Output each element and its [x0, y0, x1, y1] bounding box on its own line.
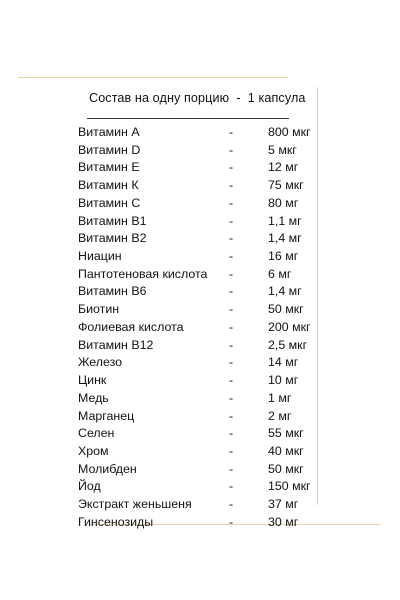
table-row	[78, 390, 318, 408]
ingredient-name: Витамин D	[78, 142, 141, 157]
ingredient-amount: 37 мг	[268, 497, 299, 512]
ingredient-name: Гинсенозиды	[78, 514, 154, 529]
ingredient-amount: 75 мкг	[268, 178, 304, 193]
ingredient-name: Экстракт женьшеня	[78, 497, 192, 512]
ingredient-amount: 50 мкг	[268, 302, 304, 317]
ingredient-name: Витамин A	[78, 125, 140, 139]
ingredient-amount: 1,4 мг	[268, 231, 302, 246]
ingredient-amount: 14 мг	[268, 355, 299, 370]
table-row	[78, 301, 318, 319]
ingredient-amount: 2,5 мкг	[268, 337, 308, 352]
title-underline	[87, 118, 289, 119]
table-row	[78, 319, 318, 337]
ingredient-name: Медь	[78, 390, 109, 405]
ingredient-amount: 40 мкг	[268, 443, 304, 458]
separator-dash: -	[229, 142, 234, 157]
ingredient-amount: 50 мкг	[268, 461, 304, 476]
ingredient-name: Хром	[78, 443, 109, 458]
separator-dash: -	[229, 443, 234, 458]
table-row	[78, 124, 318, 142]
table-row	[78, 514, 318, 532]
ingredient-amount: 1,1 мг	[268, 213, 302, 228]
table-row	[78, 142, 318, 160]
separator-dash: -	[229, 195, 234, 210]
composition-title: Состав на одну порцию - 1 капсула	[89, 91, 306, 105]
separator-dash: -	[229, 249, 234, 264]
table-row	[78, 283, 318, 301]
ingredient-name: Марганец	[78, 408, 135, 423]
separator-dash: -	[229, 426, 234, 441]
table-row	[78, 496, 318, 514]
separator-dash: -	[229, 266, 234, 281]
separator-dash: -	[229, 178, 234, 193]
ingredient-amount: 6 мг	[268, 266, 292, 281]
ingredient-name: Витамин В1	[78, 213, 147, 228]
ingredient-name: Витамин В2	[78, 231, 147, 246]
ingredient-name: Пантотеновая кислота	[78, 266, 208, 281]
ingredient-amount: 2 мг	[268, 408, 292, 423]
table-row	[78, 230, 318, 248]
separator-dash: -	[229, 390, 234, 405]
separator-dash: -	[229, 337, 234, 352]
decorative-line-top	[18, 77, 288, 78]
ingredient-name: Фолиевая кислота	[78, 319, 184, 334]
table-row	[78, 408, 318, 426]
separator-dash: -	[229, 125, 234, 139]
table-row	[78, 213, 318, 231]
ingredient-name: Витамин E	[78, 160, 140, 175]
ingredient-amount: 1 мг	[268, 390, 292, 405]
separator-dash: -	[229, 408, 234, 423]
ingredient-name: Ниацин	[78, 249, 122, 264]
separator-dash: -	[229, 514, 234, 529]
ingredient-amount: 800 мкг	[268, 125, 311, 139]
ingredient-amount: 55 мкг	[268, 426, 304, 441]
separator-dash: -	[229, 461, 234, 476]
ingredient-amount: 150 мкг	[268, 479, 311, 494]
separator-dash: -	[229, 284, 234, 299]
ingredient-amount: 30 мг	[268, 514, 299, 529]
ingredient-amount: 12 мг	[268, 160, 299, 175]
table-row	[78, 195, 318, 213]
ingredient-amount: 5 мкг	[268, 142, 297, 157]
ingredient-amount: 10 мг	[268, 373, 299, 388]
table-row	[78, 337, 318, 355]
table-row	[78, 478, 318, 496]
ingredient-name: Молибден	[78, 461, 137, 476]
ingredient-name: Витамин С	[78, 195, 141, 210]
separator-dash: -	[229, 319, 234, 334]
table-row	[78, 248, 318, 266]
separator-dash: -	[229, 355, 234, 370]
ingredient-name: Биотин	[78, 302, 120, 317]
ingredient-name: Витамин К	[78, 178, 139, 193]
separator-dash: -	[229, 479, 234, 494]
ingredient-amount: 16 мг	[268, 249, 299, 264]
table-row	[78, 266, 318, 284]
table-row	[78, 461, 318, 479]
ingredient-amount: 80 мг	[268, 195, 299, 210]
table-row	[78, 159, 318, 177]
ingredient-name: Железо	[78, 355, 123, 370]
ingredient-name: Йод	[78, 479, 101, 494]
ingredient-name: Селен	[78, 426, 115, 441]
table-row	[78, 443, 318, 461]
ingredient-amount: 200 мкг	[268, 319, 311, 334]
ingredient-amount: 1,4 мг	[268, 284, 302, 299]
composition-table	[78, 124, 318, 532]
table-row	[78, 372, 318, 390]
separator-dash: -	[229, 497, 234, 512]
separator-dash: -	[229, 213, 234, 228]
table-row	[78, 177, 318, 195]
ingredient-name: Витамин В12	[78, 337, 154, 352]
table-row	[78, 425, 318, 443]
ingredient-name: Витамин В6	[78, 284, 147, 299]
separator-dash: -	[229, 160, 234, 175]
separator-dash: -	[229, 373, 234, 388]
ingredient-name: Цинк	[78, 373, 107, 388]
separator-dash: -	[229, 302, 234, 317]
table-row	[78, 354, 318, 372]
separator-dash: -	[229, 231, 234, 246]
